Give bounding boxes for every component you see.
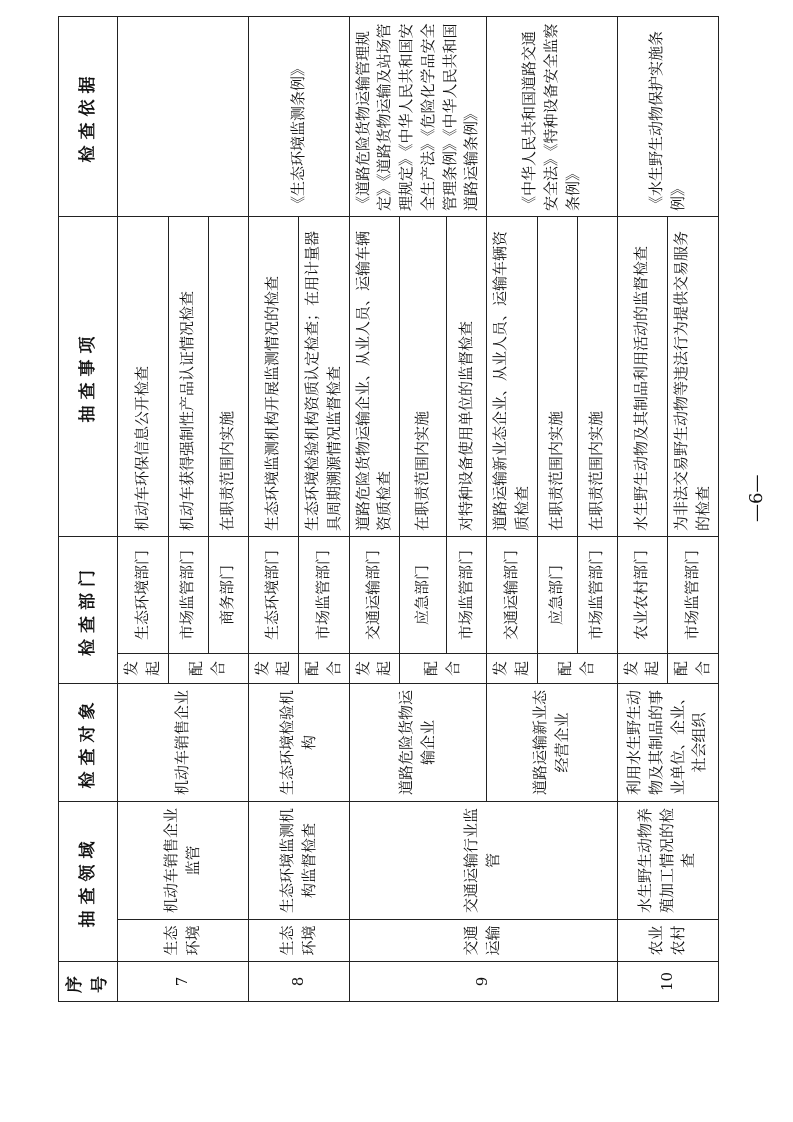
row-object: 生态环境检验机构 [248, 684, 349, 802]
basis-cell [118, 17, 249, 217]
item-cell: 水生野生动物及其制品利用活动的监督检查 [617, 217, 668, 537]
row-field: 生态环境监测机构监督检查 [248, 802, 349, 920]
item-cell: 生态环境监测机构开展监测情况的检查 [248, 217, 299, 537]
role-lead: 发起 [487, 654, 538, 684]
row-object: 利用水生野生动物及其制品的事业单位、企业、社会组织 [617, 684, 718, 802]
dept-cell: 市场监管部门 [447, 537, 487, 654]
role-lead: 发起 [248, 654, 299, 684]
role-lead: 发起 [617, 654, 668, 684]
row-object: 道路运输新业态经营企业 [487, 684, 618, 802]
header-field: 抽查领域 [59, 802, 118, 962]
header-dept: 检查部门 [59, 537, 118, 684]
row-sector: 生态环境 [248, 920, 349, 962]
row-number: 7 [118, 962, 249, 1002]
table-row [617, 17, 668, 1002]
dept-cell: 商务部门 [208, 537, 248, 654]
basis-cell: 《道路危险货物运输管理规定》《道路货物运输及站场管理规定》《中华人民共和国安全生产法》《危险化学品安全管理条例》《中华人民共和国道路运输条例》 [349, 17, 487, 217]
item-cell: 对特种设备使用单位的监督检查 [447, 217, 487, 537]
item-cell: 在职责范围内实施 [208, 217, 248, 537]
item-cell: 生态环境检验机构资质认定检查；在用计量器具周期溯源情况监督检查 [299, 217, 350, 537]
row-sector: 交通运输 [349, 920, 617, 962]
header-no: 序号 [59, 962, 118, 1002]
dept-cell: 生态环境部门 [248, 537, 299, 654]
item-cell: 在职责范围内实施 [537, 217, 577, 537]
header-row [59, 17, 118, 1002]
row-field: 机动车销售企业监管 [118, 802, 249, 920]
dept-cell: 交通运输部门 [487, 537, 538, 654]
role-assist: 配合 [168, 654, 248, 684]
item-cell: 在职责范围内实施 [400, 217, 447, 537]
dept-cell: 应急部门 [400, 537, 447, 654]
role-lead: 发起 [118, 654, 169, 684]
page-number: —6— [746, 474, 767, 522]
row-sector: 农业农村 [617, 920, 718, 962]
basis-cell: 《水生野生动物保护实施条例》 [617, 17, 718, 217]
dept-cell: 市场监管部门 [168, 537, 208, 654]
role-assist: 配合 [668, 654, 719, 684]
table-row [118, 17, 169, 1002]
role-assist: 配合 [299, 654, 350, 684]
role-lead: 发起 [349, 654, 400, 684]
dept-cell: 交通运输部门 [349, 537, 400, 654]
table-row [349, 17, 400, 1002]
dept-cell: 应急部门 [537, 537, 577, 654]
header-basis: 检查依据 [59, 17, 118, 217]
header-item: 抽查事项 [59, 217, 118, 537]
row-object: 机动车销售企业 [118, 684, 249, 802]
item-cell: 为非法交易野生动物等违法行为提供交易服务的检查 [668, 217, 719, 537]
table-row [248, 17, 299, 1002]
item-cell: 在职责范围内实施 [577, 217, 617, 537]
row-object: 道路危险货物运输企业 [349, 684, 487, 802]
row-field: 交通运输行业监管 [349, 802, 617, 920]
dept-cell: 市场监管部门 [577, 537, 617, 654]
dept-cell: 农业农村部门 [617, 537, 668, 654]
row-number: 8 [248, 962, 349, 1002]
role-assist: 配合 [537, 654, 617, 684]
row-field: 水生野生动物养殖加工情况的检查 [617, 802, 718, 920]
item-cell: 机动车获得强制性产品认证情况检查 [168, 217, 208, 537]
item-cell: 机动车环保信息公开检查 [118, 217, 169, 537]
item-cell: 道路运输新业态企业、从业人员、运输车辆资质检查 [487, 217, 538, 537]
basis-cell: 《中华人民共和国道路交通安全法》《特种设备安全监察条例》 [487, 17, 618, 217]
item-cell: 道路危险货物运输企业、从业人员、运输车辆资质检查 [349, 217, 400, 537]
row-number: 9 [349, 962, 617, 1002]
row-sector: 生态环境 [118, 920, 249, 962]
header-object: 检查对象 [59, 684, 118, 802]
basis-cell: 《生态环境监测条例》 [248, 17, 349, 217]
dept-cell: 市场监管部门 [299, 537, 350, 654]
dept-cell: 市场监管部门 [668, 537, 719, 654]
inspection-table [58, 16, 719, 1002]
row-number: 10 [617, 962, 718, 1002]
role-assist: 配合 [400, 654, 487, 684]
dept-cell: 生态环境部门 [118, 537, 169, 654]
